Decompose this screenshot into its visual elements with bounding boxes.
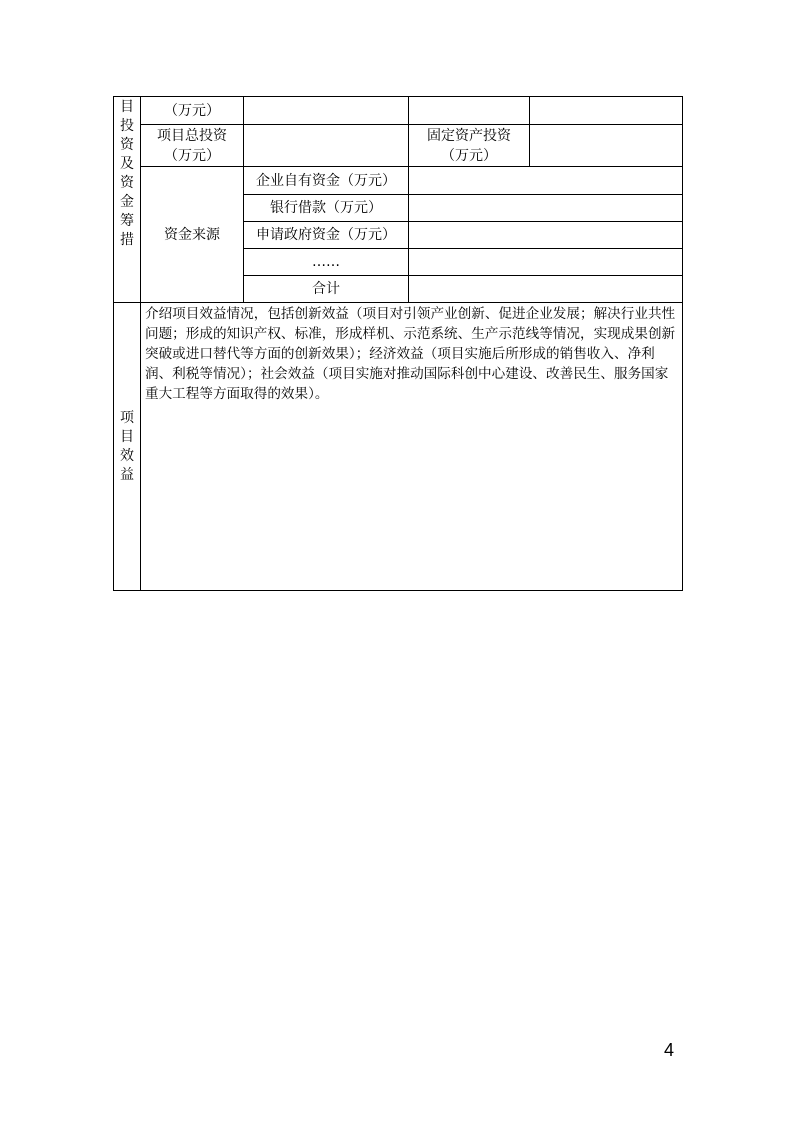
source-bank-loan-label: 银行借款（万元） (244, 195, 409, 222)
title-char: 效 (120, 447, 134, 464)
source-total-value-cell[interactable] (409, 276, 683, 303)
title-char: 益 (120, 466, 134, 483)
source-self-funds-value-cell[interactable] (409, 167, 683, 195)
benefit-section-title (114, 303, 141, 591)
source-other-value-cell[interactable] (409, 249, 683, 276)
total-investment-text: 项目总投资 (157, 127, 227, 144)
title-char: 投 (120, 118, 134, 134)
row1-value-cell[interactable] (244, 97, 409, 125)
title-char: 项 (120, 409, 134, 426)
funding-source-label: 资金来源 (141, 167, 244, 303)
row1-extra-value-cell[interactable] (530, 97, 683, 125)
title-char: 筹 (120, 213, 134, 229)
funding-section-title (114, 97, 141, 303)
title-char: 金 (120, 194, 134, 210)
benefit-description-text: 介绍项目效益情况，包括创新效益（项目对引领产业创新、促进企业发展；解决行业共性问题；形成的知识产权、标准，形成样机、示范系统、生产示范线等情况，实现成果创新突破或进口替代等方面的创新效果）；经济效益（项目实施后所形成的销售收入、净利润、利税等情况）；社会效益（项目实施对推动国际科创中心建设、改善民生、服务国家重大工程等方面取得的效果）。 (145, 306, 676, 402)
total-investment-value-cell[interactable] (244, 125, 409, 167)
benefit-description-cell[interactable] (141, 303, 683, 591)
source-other-label: …… (244, 249, 409, 276)
title-char: 措 (120, 232, 134, 248)
source-total-label: 合计 (244, 276, 409, 303)
title-char: 目 (120, 99, 134, 115)
row1-extra-cell[interactable] (409, 97, 530, 125)
source-bank-loan-value-cell[interactable] (409, 195, 683, 222)
total-investment-unit: （万元） (164, 147, 220, 164)
title-char: 资 (120, 175, 134, 191)
title-char: 资 (120, 137, 134, 153)
title-char: 目 (120, 428, 134, 445)
application-form-table (113, 96, 683, 591)
source-government-funds-value-cell[interactable] (409, 222, 683, 249)
fixed-asset-value-cell[interactable] (530, 125, 683, 167)
fixed-asset-text: 固定资产投资 (427, 127, 511, 144)
source-government-funds-label: 申请政府资金（万元） (244, 222, 409, 249)
fixed-asset-unit: （万元） (441, 147, 497, 164)
title-char: 及 (120, 156, 134, 172)
total-investment-label (141, 125, 244, 167)
page-number: 4 (664, 1040, 675, 1060)
fixed-asset-label (409, 125, 530, 167)
row1-unit-label: （万元） (141, 97, 244, 125)
source-self-funds-label: 企业自有资金（万元） (244, 167, 409, 195)
